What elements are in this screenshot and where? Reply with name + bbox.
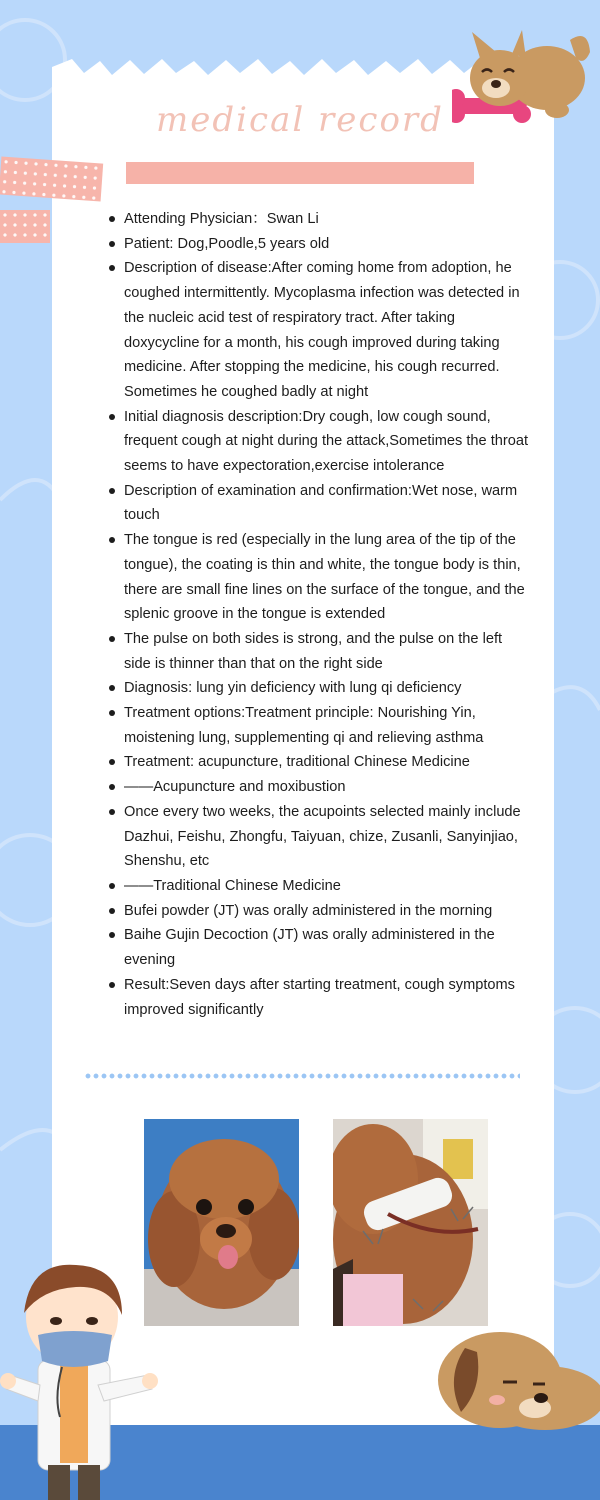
list-item-acupoints: Once every two weeks, the acupoints selected mainly include Dazhui, Feishu, Zhongfu, Taiyuan, chize, Zusanli, Sanyinjiao, Shenshu, etc [104,800,530,874]
acupuncture-photo [333,1119,488,1326]
list-item-bufei-powder: Bufei powder (JT) was orally administered in the morning [104,899,530,924]
list-item-tongue: The tongue is red (especially in the lung area of the tip of the tongue), the coating is thin and white, the tongue body is thin, there are small fine lines on the surface of the tongue, and the splenic groove in the tongue is extended [104,528,530,627]
sleeping-dog-icon [425,1328,600,1433]
list-item-treatment-options: Treatment options:Treatment principle: Nourishing Yin, moistening lung, supplementing qi and relieving asthma [104,701,530,750]
list-item-disease-description: Description of disease:After coming home from adoption, he coughed intermittently. Mycoplasma infection was detected in the nucleic acid test of respiratory tract. After taking doxycycline for a month, his cough improved during taking medicine. After stopping the medicine, his cough recurred. Sometimes he coughed badly at night [104,256,530,404]
list-item-physician: Attending Physician：Swan Li [104,207,530,232]
doctor-with-mask-icon [0,1255,160,1500]
list-item-treatment: Treatment: acupuncture, traditional Chinese Medicine [104,750,530,775]
list-item-pulse: The pulse on both sides is strong, and the pulse on the left side is thinner than that on the right side [104,627,530,676]
decorative-tape-small [0,210,50,243]
list-item-baihe-decoction: Baihe Gujin Decoction (JT) was orally administered in the evening [104,923,530,972]
page-title: medical record [156,100,444,140]
list-item-tcm-heading: ——Traditional Chinese Medicine [104,874,530,899]
list-item-result: Result:Seven days after starting treatment, cough symptoms improved significantly [104,973,530,1022]
list-item-acupuncture-heading: ——Acupuncture and moxibustion [104,775,530,800]
list-item-examination: Description of examination and confirmation:Wet nose, warm touch [104,479,530,528]
list-item-initial-diagnosis: Initial diagnosis description:Dry cough, low cough sound, frequent cough at night during the attack,Sometimes the throat seems to have expectoration,exercise intolerance [104,405,530,479]
medical-record-list [104,207,530,1022]
list-item-patient: Patient: Dog,Poodle,5 years old [104,232,530,257]
poodle-photo [144,1119,299,1326]
dotted-divider [84,1072,520,1080]
dog-with-bone-icon [452,18,592,123]
decorative-tape [0,156,103,201]
list-item-diagnosis: Diagnosis: lung yin deficiency with lung qi deficiency [104,676,530,701]
title-underline-bar [126,162,474,184]
